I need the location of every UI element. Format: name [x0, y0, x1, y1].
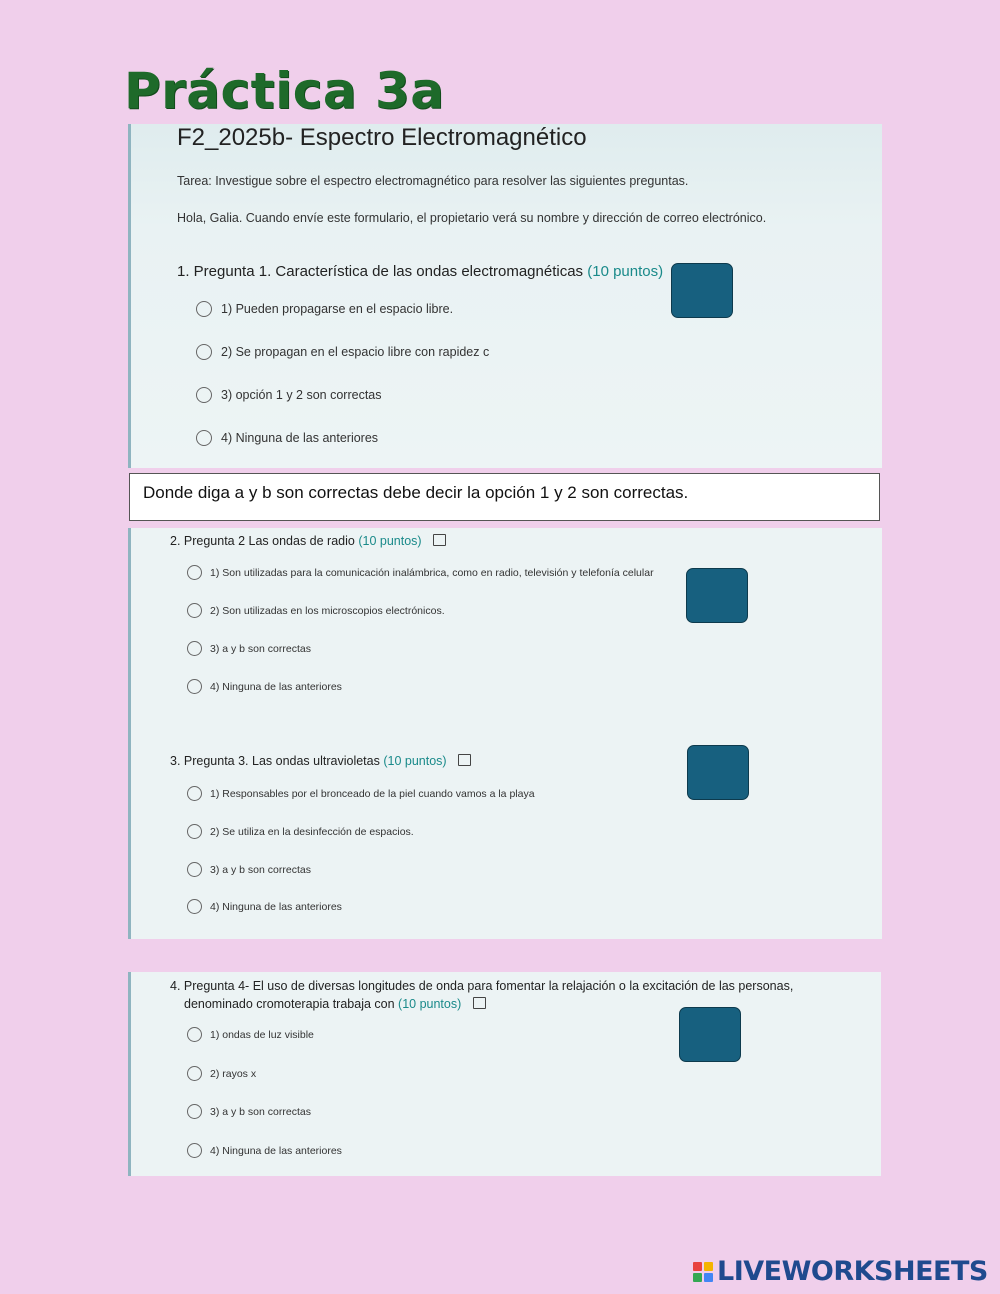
option-label: 2) Son utilizadas en los microscopios electrónicos.: [210, 604, 445, 617]
radio-button[interactable]: [196, 301, 212, 317]
radio-button[interactable]: [187, 1027, 202, 1042]
radio-button[interactable]: [187, 565, 202, 580]
question-3-option-3[interactable]: [187, 862, 311, 877]
radio-button[interactable]: [196, 430, 212, 446]
question-1-option-1[interactable]: [196, 301, 453, 317]
option-label: 3) a y b son correctas: [210, 1105, 311, 1118]
liveworksheets-logo-icon: [693, 1262, 713, 1282]
option-label: 3) opción 1 y 2 son correctas: [221, 388, 382, 402]
question-2-points: (10 puntos): [358, 534, 422, 548]
answer-box-4[interactable]: [679, 1007, 741, 1062]
form-greeting: Hola, Galia. Cuando envíe este formulario, el propietario verá su nombre y dirección de correo electrónico.: [177, 211, 767, 225]
answer-box-3[interactable]: [687, 745, 749, 800]
form-task: Tarea: Investigue sobre el espectro electromagnético para resolver las siguientes preguntas.: [177, 174, 689, 188]
option-label: 1) Son utilizadas para la comunicación inalámbrica, como en radio, televisión y telefonía celular: [210, 566, 654, 579]
option-label: 1) ondas de luz visible: [210, 1028, 314, 1041]
option-label: 1) Responsables por el bronceado de la piel cuando vamos a la playa: [210, 787, 535, 800]
option-label: 1) Pueden propagarse en el espacio libre.: [221, 302, 454, 316]
radio-button[interactable]: [187, 603, 202, 618]
question-2-text: 2. Pregunta 2 Las ondas de radio: [170, 534, 355, 548]
answer-box-2[interactable]: [686, 568, 748, 623]
question-1-title: [177, 263, 663, 281]
radio-button[interactable]: [187, 1066, 202, 1081]
option-label: 3) a y b son correctas: [210, 863, 311, 876]
question-4-text-line2: denominado cromoterapia trabaja con: [184, 997, 395, 1011]
question-2-option-2[interactable]: [187, 603, 445, 618]
question-4-option-4[interactable]: [187, 1143, 342, 1158]
question-2-option-4[interactable]: [187, 679, 342, 694]
form-panel-1: [128, 124, 882, 468]
answer-box-1[interactable]: [671, 263, 733, 318]
question-3-text: 3. Pregunta 3. Las ondas ultravioletas: [170, 754, 380, 768]
question-3-option-4[interactable]: [187, 899, 342, 914]
radio-button[interactable]: [187, 679, 202, 694]
question-4-text-line1: 4. Pregunta 4- El uso de diversas longitudes de onda para fomentar la relajación o la excitación de las personas,: [170, 979, 794, 993]
question-1-option-4[interactable]: [196, 430, 378, 446]
immersive-reader-icon[interactable]: [433, 534, 446, 546]
option-label: 3) a y b son correctas: [210, 642, 311, 655]
correction-note: Donde diga a y b son correctas debe decir la opción 1 y 2 son correctas.: [129, 473, 880, 521]
question-1-option-2[interactable]: [196, 344, 489, 360]
question-4-points: (10 puntos): [398, 997, 462, 1011]
radio-button[interactable]: [187, 1143, 202, 1158]
question-3-option-2[interactable]: [187, 824, 414, 839]
logo-text: LIVEWORKSHEETS: [717, 1256, 988, 1287]
question-2-option-3[interactable]: [187, 641, 311, 656]
question-3-title: [170, 752, 471, 770]
form-panel-2: [128, 528, 882, 939]
question-1-option-3[interactable]: [196, 387, 382, 403]
immersive-reader-icon[interactable]: [458, 754, 471, 766]
radio-button[interactable]: [187, 641, 202, 656]
question-3-points: (10 puntos): [383, 754, 447, 768]
radio-button[interactable]: [187, 862, 202, 877]
question-3-option-1[interactable]: [187, 786, 535, 801]
question-4-option-3[interactable]: [187, 1104, 311, 1119]
option-label: 4) Ninguna de las anteriores: [210, 680, 342, 693]
radio-button[interactable]: [187, 899, 202, 914]
liveworksheets-logo: [693, 1256, 988, 1287]
immersive-reader-icon[interactable]: [473, 997, 486, 1009]
question-1-text: 1. Pregunta 1. Característica de las ondas electromagnéticas: [177, 263, 584, 280]
page-title: Práctica 3a: [124, 62, 445, 120]
radio-button[interactable]: [196, 344, 212, 360]
question-1-points: (10 puntos): [587, 263, 664, 280]
form-title: F2_2025b- Espectro Electromagnético: [177, 124, 587, 151]
option-label: 2) Se utiliza en la desinfección de espacios.: [210, 825, 414, 838]
form-panel-3: [128, 972, 881, 1176]
question-2-title: [170, 532, 446, 550]
radio-button[interactable]: [187, 1104, 202, 1119]
radio-button[interactable]: [196, 387, 212, 403]
option-label: 2) Se propagan en el espacio libre con rapidez c: [221, 345, 490, 359]
option-label: 4) Ninguna de las anteriores: [221, 431, 379, 445]
option-label: 4) Ninguna de las anteriores: [210, 1144, 342, 1157]
question-2-option-1[interactable]: [187, 565, 654, 580]
option-label: 4) Ninguna de las anteriores: [210, 900, 342, 913]
radio-button[interactable]: [187, 786, 202, 801]
question-4-option-2[interactable]: [187, 1066, 256, 1081]
question-4-option-1[interactable]: [187, 1027, 314, 1042]
option-label: 2) rayos x: [210, 1067, 257, 1080]
radio-button[interactable]: [187, 824, 202, 839]
